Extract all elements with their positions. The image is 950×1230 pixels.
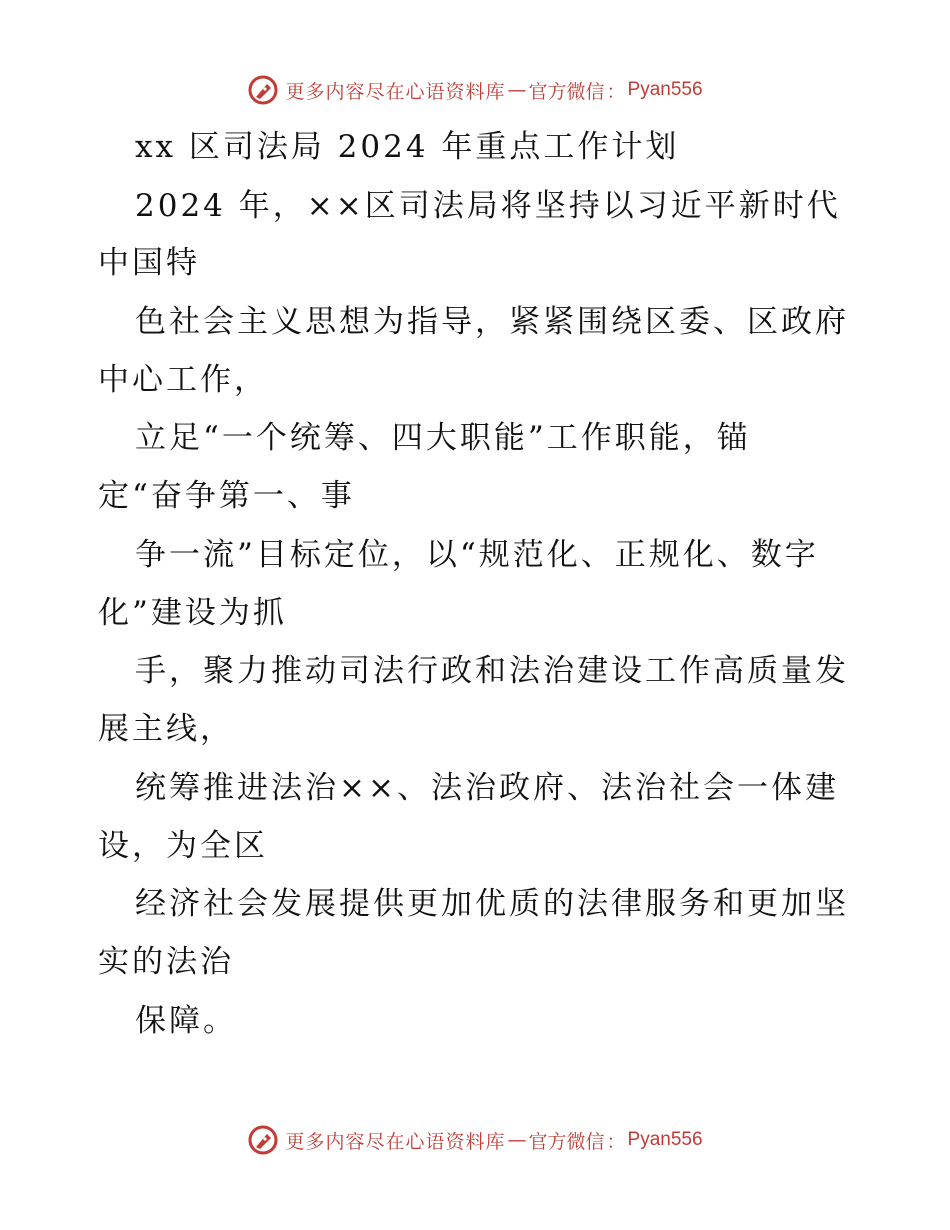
- watermark-official-label: 官方微信: [528, 1130, 605, 1153]
- pen-nib-circle-icon: [247, 1124, 279, 1156]
- paragraph-line: 立足“一个统筹、四大职能”工作职能，锚: [135, 420, 751, 456]
- paragraph-line: 经济社会发展提供更加优质的法律服务和更加坚: [135, 886, 849, 922]
- paragraph-line: 化”建设为抓: [98, 595, 287, 631]
- watermark-main-text: 更多内容尽在心语资料库: [285, 80, 506, 103]
- watermark-colon: ：: [606, 1130, 626, 1153]
- watermark-account-id: Pyan556: [627, 79, 703, 100]
- paragraph-line: 设，为全区: [98, 828, 268, 864]
- paragraph-line: 争一流”目标定位，以“规范化、正规化、数字: [135, 537, 819, 573]
- watermark-main-text: 更多内容尽在心语资料库: [285, 1130, 506, 1153]
- paragraph-line: 中国特: [98, 245, 200, 281]
- paragraph-line: 统筹推进法治××、法治政府、法治社会一体建: [135, 770, 839, 806]
- footer-watermark: [0, 1120, 950, 1160]
- paragraph-line: 保障。: [135, 1003, 237, 1039]
- paragraph-line: 手，聚力推动司法行政和法治建设工作高质量发: [135, 653, 849, 689]
- pen-nib-circle-icon: [247, 74, 279, 106]
- watermark-separator: —: [507, 79, 527, 101]
- watermark-official-label: 官方微信: [528, 80, 605, 103]
- paragraph-line: 实的法治: [98, 944, 234, 980]
- watermark-account-id: Pyan556: [627, 1129, 703, 1150]
- document-title: xx 区司法局 2024 年重点工作计划: [135, 129, 680, 165]
- paragraph-line: 展主线，: [98, 711, 234, 747]
- header-watermark: [0, 70, 950, 110]
- watermark-separator: —: [507, 1129, 527, 1151]
- paragraph-line: 色社会主义思想为指导，紧紧围绕区委、区政府: [135, 304, 849, 340]
- paragraph-line: 2024 年，××区司法局将坚持以习近平新时代: [135, 188, 841, 224]
- watermark-colon: ：: [606, 80, 626, 103]
- paragraph-line: 中心工作，: [98, 362, 268, 398]
- paragraph-line: 定“奋争第一、事: [98, 478, 355, 514]
